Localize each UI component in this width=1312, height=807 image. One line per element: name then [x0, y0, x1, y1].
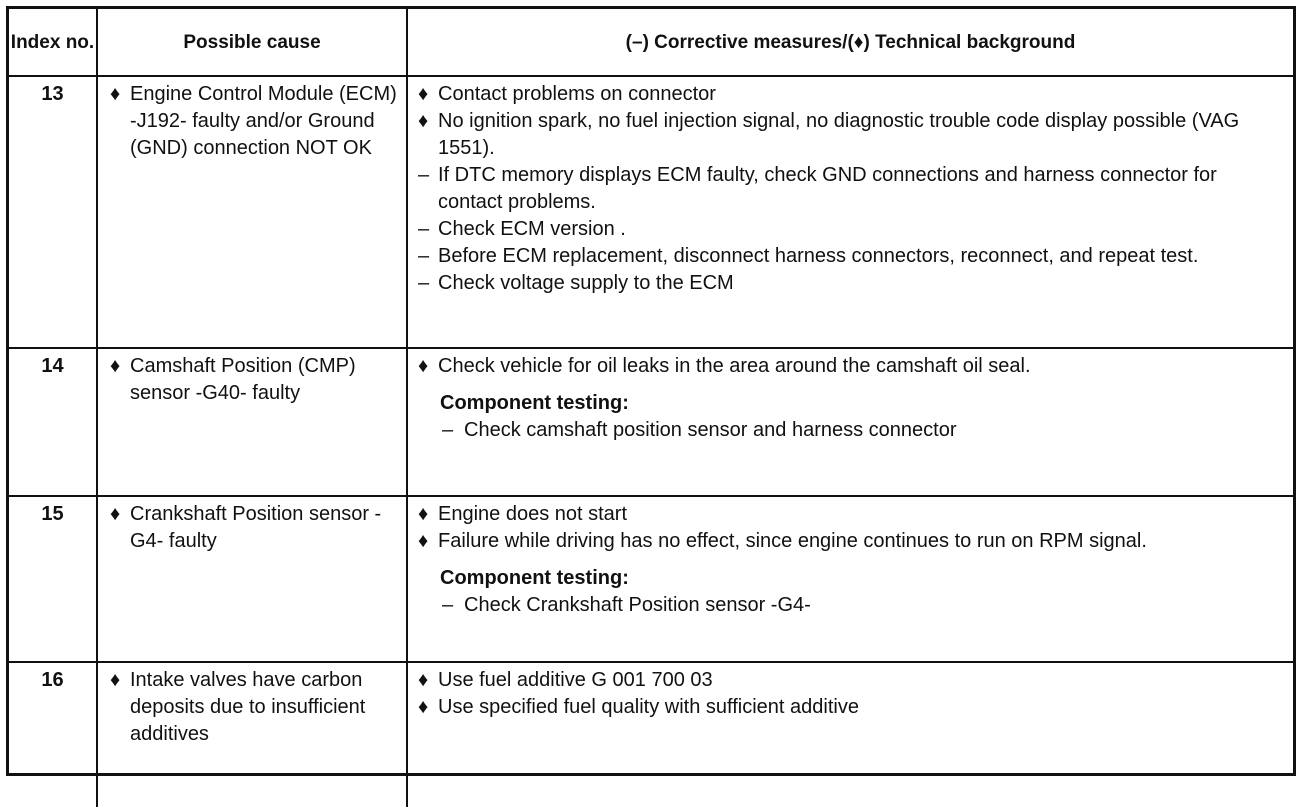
diagnostic-table-page: [6, 6, 1296, 776]
bullet-icon: ♦: [418, 696, 429, 718]
component-testing-heading: Component testing:: [440, 392, 629, 414]
table-header-row: [9, 9, 1293, 76]
cause-column-header: Possible cause: [97, 9, 407, 76]
measure-item: [414, 81, 1285, 108]
dash-icon: –: [418, 245, 430, 267]
testing-text: Check Crankshaft Position sensor -G4-: [464, 594, 811, 616]
cause-cell: [97, 662, 407, 807]
measures-cell: [407, 496, 1293, 662]
index-cell: 15: [9, 496, 97, 662]
measure-item: [414, 270, 1285, 297]
measure-text: Contact problems on connector: [438, 83, 716, 105]
index-cell: 13: [9, 76, 97, 348]
cause-text: Intake valves have carbon deposits due to insufficient additives: [130, 669, 366, 745]
measure-item: [414, 216, 1285, 243]
measures-cell: [407, 662, 1293, 807]
measures-cell: [407, 76, 1293, 348]
bullet-icon: ♦: [110, 669, 121, 691]
bullet-icon: ♦: [418, 83, 429, 105]
table-row: [9, 662, 1293, 807]
measure-item: [414, 243, 1285, 270]
bullet-icon: ♦: [418, 530, 429, 552]
cause-cell: [97, 348, 407, 496]
table-row: [9, 496, 1293, 662]
measure-text: Failure while driving has no effect, since engine continues to run on RPM signal.: [438, 530, 1147, 552]
bullet-icon: ♦: [418, 355, 429, 377]
measure-text: Check ECM version .: [438, 218, 626, 240]
bullet-icon: ♦: [110, 355, 121, 377]
testing-text: Check camshaft position sensor and harness connector: [464, 419, 957, 441]
dash-icon: –: [418, 218, 430, 240]
cause-text: Crankshaft Position sensor -G4- faulty: [130, 503, 382, 552]
measure-item: [414, 667, 1285, 694]
dash-icon: –: [418, 164, 430, 186]
measure-item: [414, 162, 1285, 216]
cause-cell: [97, 496, 407, 662]
diagnostic-table: [9, 9, 1293, 807]
cause-cell: [97, 76, 407, 348]
dash-icon: –: [442, 419, 454, 441]
index-cell: 16: [9, 662, 97, 807]
bullet-icon: ♦: [418, 503, 429, 525]
testing-item: [414, 417, 1285, 444]
measures-cell: [407, 348, 1293, 496]
measure-text: No ignition spark, no fuel injection signal, no diagnostic trouble code display possible (VAG 1551).: [438, 110, 1240, 159]
bullet-icon: ♦: [110, 83, 121, 105]
bullet-icon: ♦: [110, 503, 121, 525]
index-cell: 14: [9, 348, 97, 496]
bullet-icon: ♦: [418, 669, 429, 691]
component-testing-heading: Component testing:: [440, 567, 629, 589]
measure-text: Use specified fuel quality with sufficient additive: [438, 696, 859, 718]
measure-text: Use fuel additive G 001 700 03: [438, 669, 713, 691]
index-column-header: Index no.: [9, 9, 97, 76]
table-row: [9, 348, 1293, 496]
measure-item: [414, 501, 1285, 528]
measure-text: Check vehicle for oil leaks in the area around the camshaft oil seal.: [438, 355, 1031, 377]
measure-text: Check voltage supply to the ECM: [438, 272, 734, 294]
measures-column-header: (–) Corrective measures/(♦) Technical background: [407, 9, 1293, 76]
measure-item: [414, 528, 1285, 555]
dash-icon: –: [442, 594, 454, 616]
bullet-icon: ♦: [418, 110, 429, 132]
dash-icon: –: [418, 272, 430, 294]
measure-item: [414, 108, 1285, 162]
measure-text: If DTC memory displays ECM faulty, check GND connections and harness connector for contact problems.: [438, 164, 1217, 213]
table-row: [9, 76, 1293, 348]
measure-text: Before ECM replacement, disconnect harness connectors, reconnect, and repeat test.: [438, 245, 1199, 267]
testing-item: [414, 592, 1285, 619]
measure-item: [414, 694, 1285, 721]
measure-item: [414, 353, 1285, 380]
cause-text: Camshaft Position (CMP) sensor -G40- faulty: [130, 355, 356, 404]
cause-text: Engine Control Module (ECM) -J192- faulty and/or Ground (GND) connection NOT OK: [130, 83, 397, 159]
measure-text: Engine does not start: [438, 503, 628, 525]
